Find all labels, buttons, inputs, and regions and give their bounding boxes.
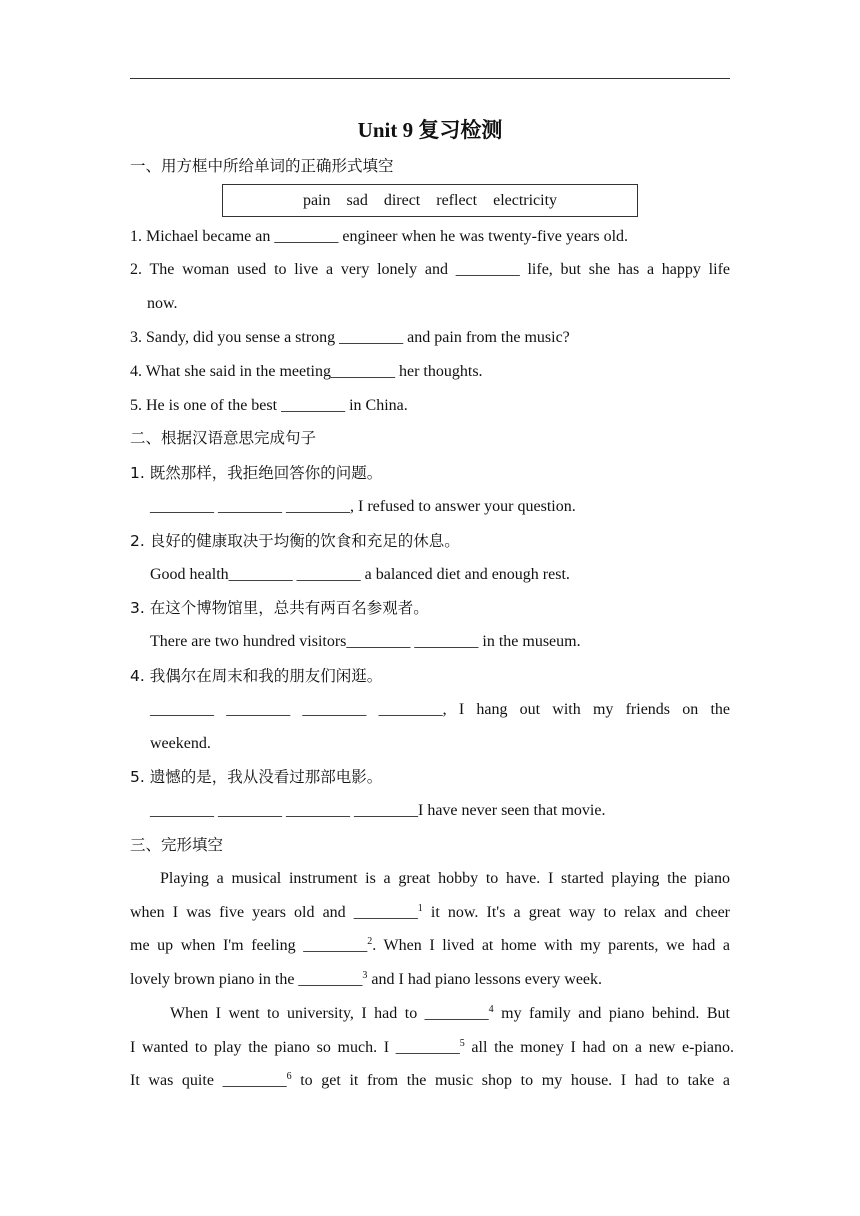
word-box: pain sad direct reflect electricity [222, 184, 638, 217]
s2-question-3-chinese: 3. 在这个博物馆里，总共有两百名参观者。 [130, 599, 429, 617]
section3-heading: 三、完形填空 [130, 836, 224, 854]
cloze-p1-line-4: lovely brown piano in the ________$^3$ and I had piano lessons every week. [130, 970, 603, 988]
s2-question-3-english: There are two hundred visitors________ ________ in the museum. [150, 633, 581, 650]
cloze-p2-line-1: When I went to university, I had to ________$^4$ my family and piano behind. But [170, 1004, 730, 1022]
s1-question-1: 1. Michael became an ________ engineer when he was twenty-five years old. [130, 228, 629, 245]
cloze-p2-line-2: I wanted to play the piano so much. I ________$^5$ all the money I had on a new e-piano. [130, 1038, 735, 1056]
section2-heading: 二、根据汉语意思完成句子 [130, 429, 317, 447]
s1-question-3: 3. Sandy, did you sense a strong ________ and pain from the music? [130, 329, 570, 346]
s2-question-5-chinese: 5. 遗憾的是，我从没看过那部电影。 [130, 768, 383, 786]
cloze-p1-line-2: when I was five years old and ________$^1$ it now. It's a great way to relax and cheer [130, 903, 730, 921]
cloze-p1-line-1: Playing a musical instrument is a great hobby to have. I started playing the piano [160, 870, 730, 887]
s2-question-2-chinese: 2. 良好的健康取决于均衡的饮食和充足的休息。 [130, 532, 460, 550]
blank-number: 2 [367, 936, 373, 947]
header-rule [130, 78, 730, 79]
s1-question-5: 5. He is one of the best ________ in China. [130, 397, 408, 414]
s2-question-1-chinese: 1. 既然那样，我拒绝回答你的问题。 [130, 464, 383, 482]
blank-number: 4 [488, 1004, 494, 1015]
blank-number: 6 [286, 1071, 292, 1082]
s1-question-2-line-1: 2. The woman used to live a very lonely and ________ life, but she has a happy life [130, 261, 730, 278]
s1-question-2-line-2: now. [147, 295, 178, 312]
page-title: Unit 9 复习检测 [357, 118, 503, 142]
blank-number: 3 [362, 970, 368, 981]
s2-question-2-english: Good health________ ________ a balanced diet and enough rest. [150, 566, 570, 583]
s2-question-1-english: ________ ________ ________, I refused to answer your question. [150, 498, 576, 515]
cloze-p1-line-3: me up when I'm feeling ________$^2$. When I lived at home with my parents, we had a [130, 936, 731, 954]
s2-question-5-english: ________ ________ ________ ________I have never seen that movie. [150, 802, 606, 819]
section1-heading: 一、用方框中所给单词的正确形式填空 [130, 157, 394, 175]
blank-number: 1 [417, 903, 423, 914]
s2-question-4-english-line-2: weekend. [150, 735, 211, 752]
blank-number: 5 [459, 1038, 465, 1049]
cloze-p2-line-3: It was quite ________$^6$ to get it from the music shop to my house. I had to take a [130, 1071, 730, 1089]
s1-question-4: 4. What she said in the meeting________ her thoughts. [130, 363, 483, 380]
s2-question-4-chinese: 4. 我偶尔在周末和我的朋友们闲逛。 [130, 667, 383, 685]
s2-question-4-english-line-1: ________ ________ ________ ________, I hang out with my friends on the [150, 701, 730, 718]
